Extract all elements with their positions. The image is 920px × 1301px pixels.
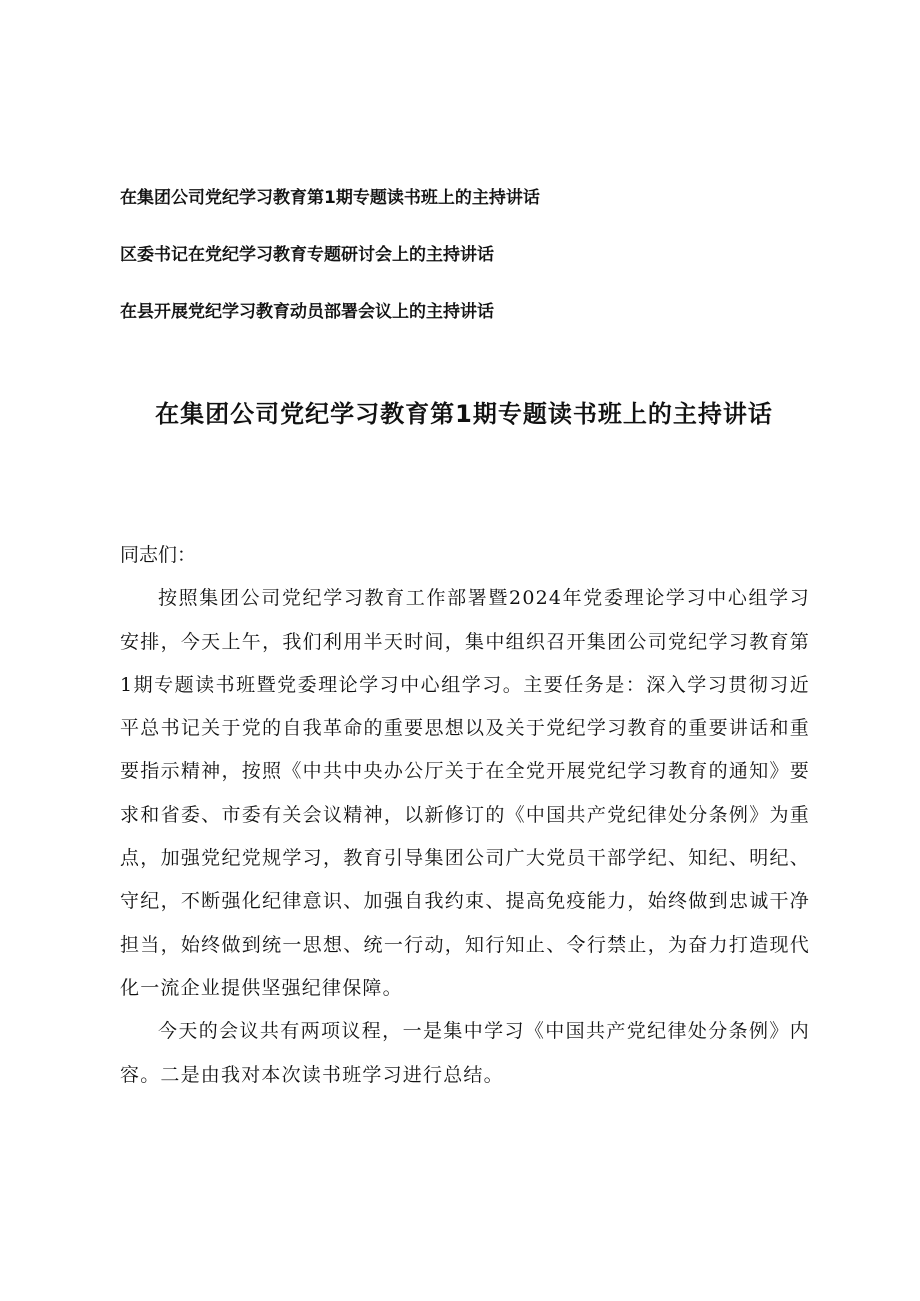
body-paragraph: 按照集团公司党纪学习教育工作部署暨2024年党委理论学习中心组学习安排，今天上午，我们利用半天时间，集中组织召开集团公司党纪学习教育第1期专题读书班暨党委理论学习中心组学习。主要任务是：深入学习贯彻习近平总书记关于党的自我革命的重要思想以及关于党纪学习教育的重要讲话和重要指示精神，按照《中共中央办公厅关于在全党开展党纪学习教育的通知》要求和省委、市委有关会议精神，以新修订的《中国共产党纪律处分条例》为重点，加强党纪党规学习，教育引导集团公司广大党员干部学纪、知纪、明纪、守纪，不断强化纪律意识、加强自我约束、提高免疫能力，始终做到忠诚干净担当，始终做到统一思想、统一行动，知行知止、令行禁止，为奋力打造现代化一流企业提供坚强纪律保障。 [120, 587, 810, 999]
body-paragraph: 今天的会议共有两项议程，一是集中学习《中国共产党纪律处分条例》内容。二是由我对本次读书班学习进行总结。 [120, 1020, 810, 1086]
document-body [120, 534, 810, 1097]
toc-item: 区委书记在党纪学习教育专题研讨会上的主持讲话 [120, 245, 494, 265]
table-of-contents [120, 186, 820, 357]
toc-item: 在县开展党纪学习教育动员部署会议上的主持讲话 [120, 302, 494, 322]
salutation: 同志们： [120, 544, 197, 566]
document-title: 在集团公司党纪学习教育第1期专题读书班上的主持讲话 [155, 400, 773, 428]
toc-item: 在集团公司党纪学习教育第1期专题读书班上的主持讲话 [120, 188, 540, 208]
